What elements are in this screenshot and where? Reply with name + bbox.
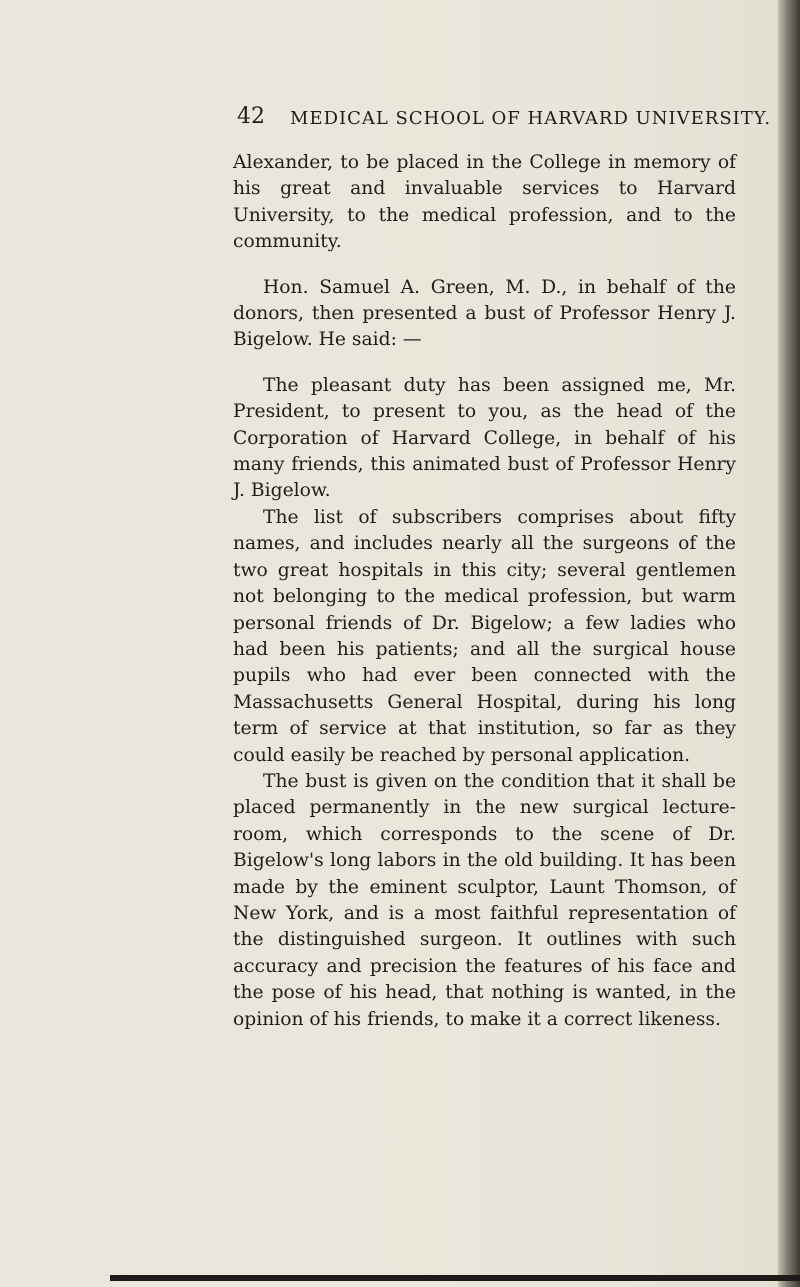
paragraph: The bust is given on the condition that it shall be placed permanently in the new surgical lecture-room, which corresponds to the scene of Dr. Bigelow's long labors in the old building. It has been made by the eminent sculptor, Launt Thomson, of New York, and is a most faithful representation of the distinguished surgeon. It outlines with such accuracy and precision the features of his face and the pose of his head, that nothing is wanted, in the opinion of his friends, to make it a correct likeness. xyxy=(233,770,736,1030)
paragraph-gap xyxy=(233,354,736,373)
paragraph: The list of subscribers comprises about fifty names, and includes nearly all the surgeons of the two great hospitals in this city; several gentlemen not belonging to the medical profession, but warm personal friends of Dr. Bigelow; a few ladies who had been his patients; and all the surgical house pupils who had ever been connected with the Massachusetts General Hospital, during his long term of service at that institution, so far as they could easily be reached by personal application. xyxy=(233,506,736,766)
page-number: 42 xyxy=(237,104,265,129)
paragraph-gap xyxy=(233,256,736,275)
page-body xyxy=(233,150,736,1033)
running-header: MEDICAL SCHOOL OF HARVARD UNIVERSITY. xyxy=(290,108,772,129)
paragraph: The pleasant duty has been assigned me, Mr. President, to present to you, as the head of the Corporation of Harvard College, in behalf of his many friends, this animated bust of Professor Henry J. Bigelow. xyxy=(233,374,736,502)
bottom-edge-shadow xyxy=(110,1275,800,1281)
paragraph: Hon. Samuel A. Green, M. D., in behalf of the donors, then presented a bust of Professor Henry J. Bigelow. He said: — xyxy=(233,276,736,351)
paragraph: Alexander, to be placed in the College in memory of his great and invaluable services to Harvard University, to the medical profession, and to the community. xyxy=(233,152,736,253)
page-edge-shadow xyxy=(778,0,800,1287)
